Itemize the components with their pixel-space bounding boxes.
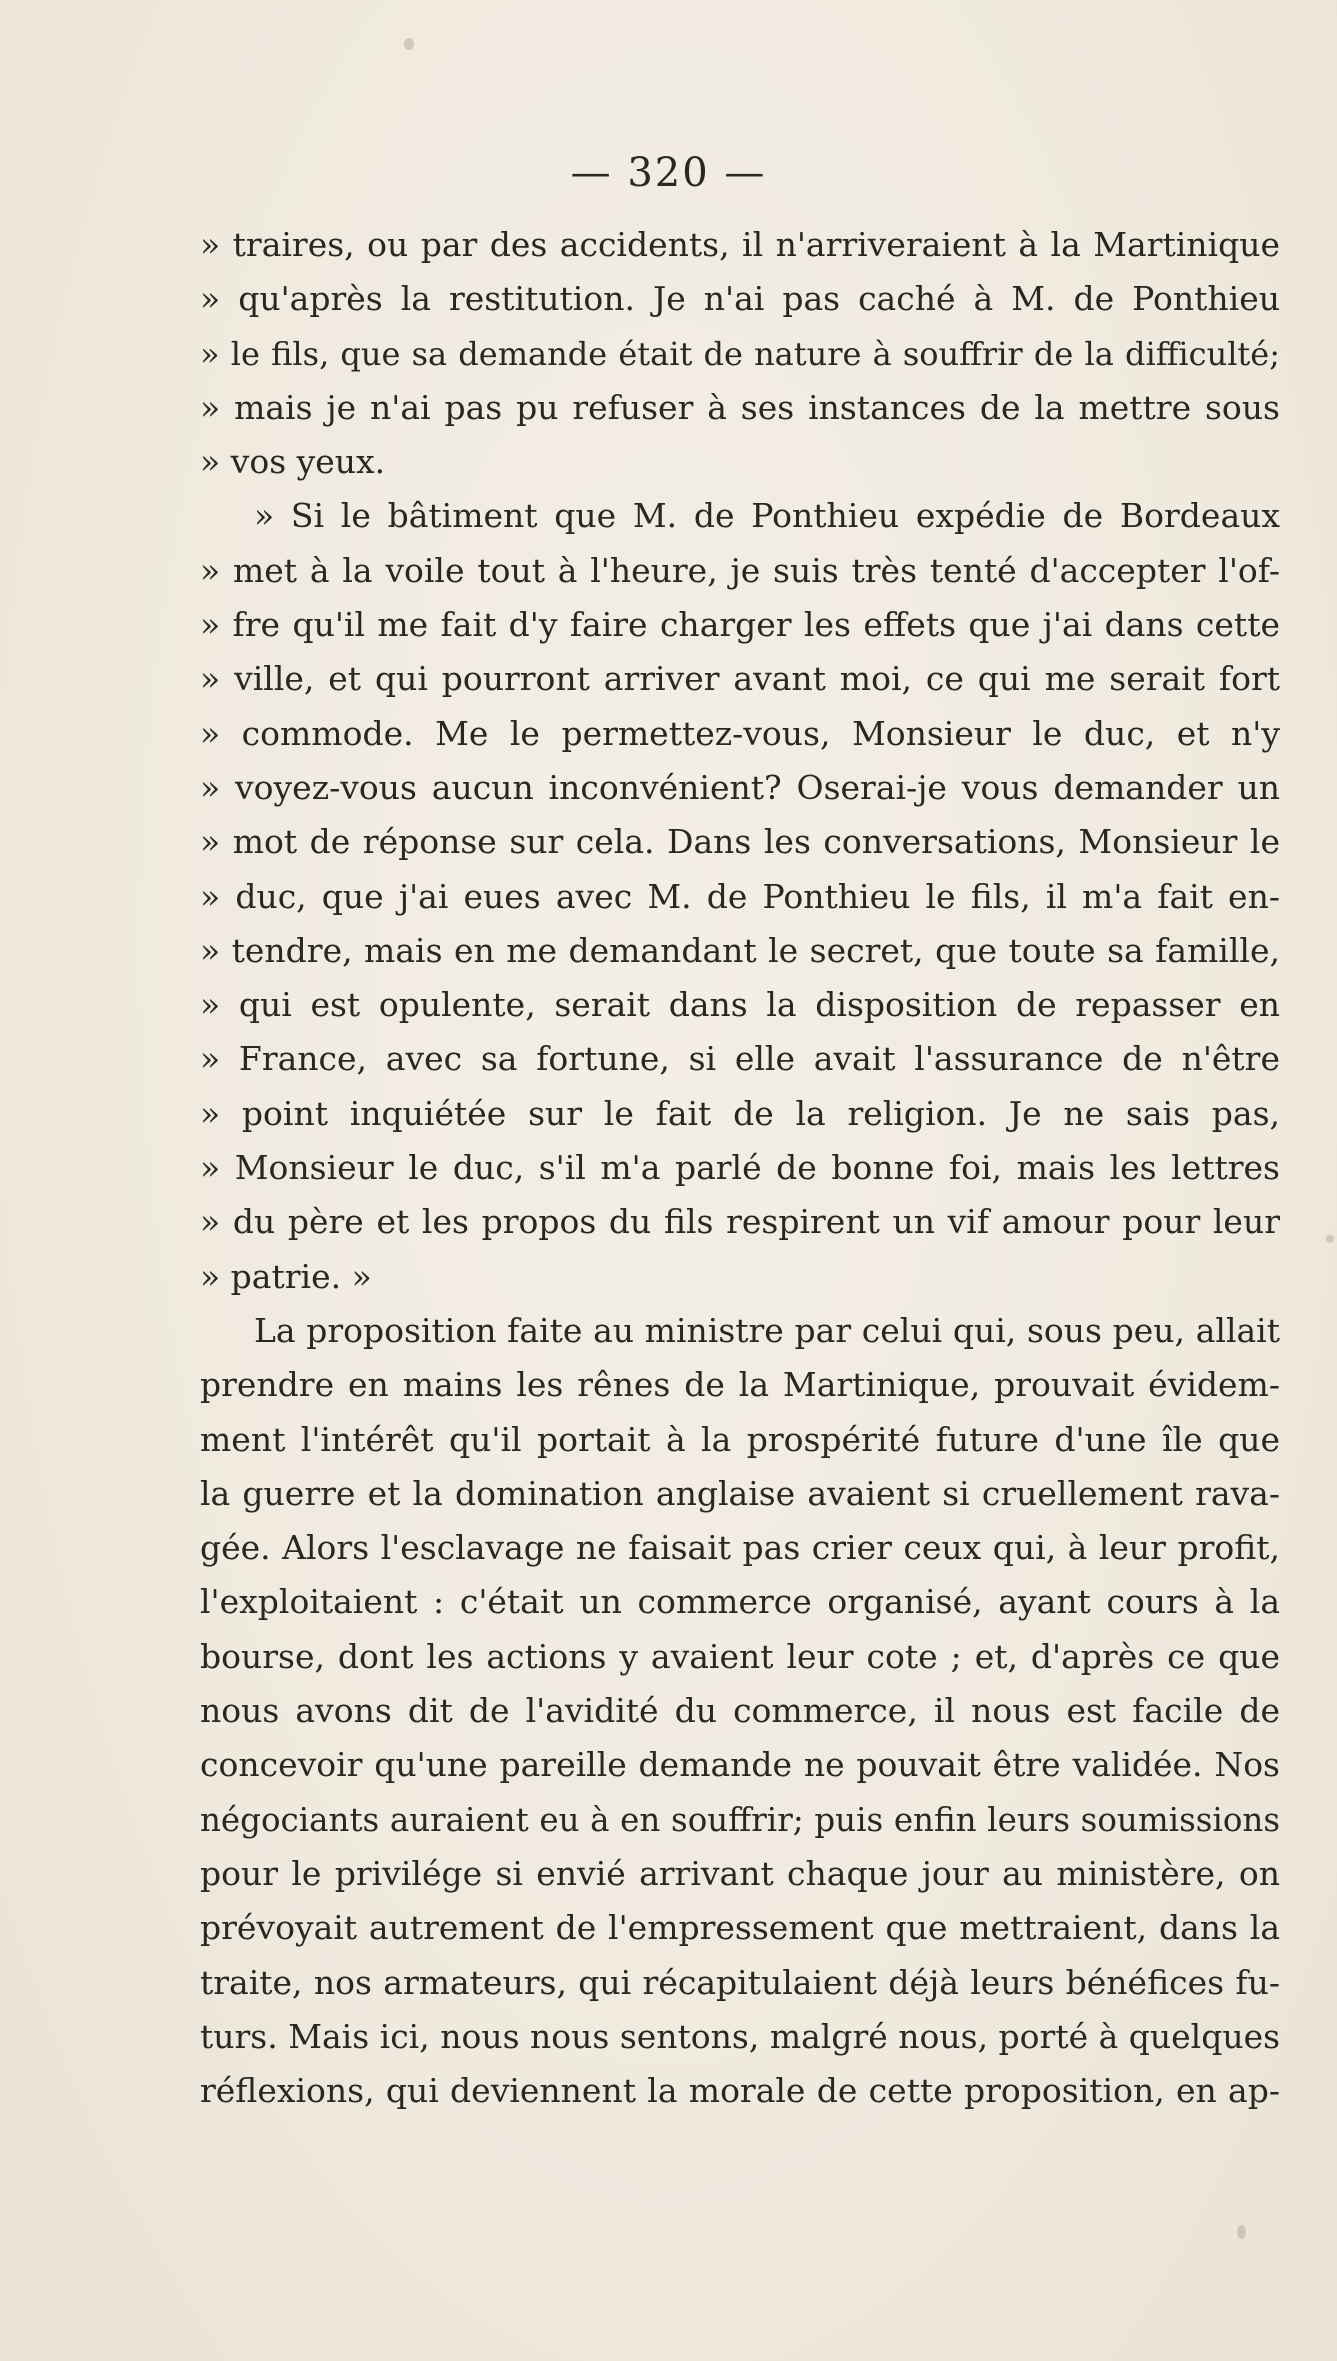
text-line: ment l'intérêt qu'il portait à la prospérité future d'une île que (200, 1419, 1280, 1459)
body-text (200, 218, 1280, 2118)
text-line: » tendre, mais en me demandant le secret, que toute sa famille, (200, 930, 1280, 970)
text-line: » met à la voile tout à l'heure, je suis très tenté d'accepter l'of- (200, 550, 1280, 590)
text-line: » vos yeux. (200, 442, 386, 482)
text-line: bourse, dont les actions y avaient leur cote ; et, d'après ce que (200, 1636, 1280, 1676)
text-line: » duc, que j'ai eues avec M. de Ponthieu le fils, il m'a fait en- (200, 876, 1280, 916)
paper-stain (404, 38, 414, 50)
text-line: » mais je n'ai pas pu refuser à ses instances de la mettre sous (200, 387, 1280, 427)
text-line: » mot de réponse sur cela. Dans les conversations, Monsieur le (200, 822, 1280, 862)
text-line: » point inquiétée sur le fait de la religion. Je ne sais pas, (200, 1093, 1280, 1133)
text-line: » Monsieur le duc, s'il m'a parlé de bonne foi, mais les lettres (200, 1148, 1280, 1188)
text-line: concevoir qu'une pareille demande ne pouvait être validée. Nos (200, 1745, 1280, 1785)
text-line: gée. Alors l'esclavage ne faisait pas crier ceux qui, à leur profit, (200, 1528, 1280, 1568)
page-number: — 320 — (570, 150, 767, 196)
text-line: » qui est opulente, serait dans la disposition de repasser en (200, 985, 1280, 1025)
text-line: prévoyait autrement de l'empressement que mettraient, dans la (200, 1908, 1280, 1948)
text-line: » patrie. » (200, 1256, 372, 1296)
text-line: » le fils, que sa demande était de nature à souffrir de la difficulté; (200, 334, 1280, 373)
text-line: nous avons dit de l'avidité du commerce, il nous est facile de (200, 1691, 1280, 1731)
text-line: » France, avec sa fortune, si elle avait l'assurance de n'être (200, 1039, 1280, 1079)
text-line: la guerre et la domination anglaise avaient si cruellement rava- (200, 1473, 1280, 1513)
text-line: » voyez-vous aucun inconvénient? Oserai-je vous demander un (200, 767, 1280, 807)
paper-stain (1237, 2225, 1246, 2239)
text-line: prendre en mains les rênes de la Martinique, prouvait évidem- (200, 1365, 1280, 1405)
paper-stain (1326, 1235, 1334, 1243)
text-line: turs. Mais ici, nous nous sentons, malgré nous, porté à quelques (200, 2016, 1281, 2056)
text-line: » fre qu'il me fait d'y faire charger les effets que j'ai dans cette (200, 605, 1280, 645)
text-line: l'exploitaient : c'était un commerce organisé, ayant cours à la (200, 1582, 1280, 1622)
text-line: réflexions, qui deviennent la morale de cette proposition, en ap- (200, 2071, 1280, 2111)
text-line: » traires, ou par des accidents, il n'arriveraient à la Martinique (200, 225, 1280, 264)
text-line: » du père et les propos du fils respirent un vif amour pour leur (200, 1202, 1280, 1242)
text-line: » ville, et qui pourront arriver avant moi, ce qui me serait fort (200, 659, 1280, 699)
text-line: négociants auraient eu à en souffrir; puis enfin leurs soumissions (200, 1800, 1280, 1839)
text-line: traite, nos armateurs, qui récapitulaient déjà leurs bénéfices fu- (200, 1962, 1280, 2002)
text-line: pour le privilége si envié arrivant chaque jour au ministère, on (200, 1853, 1280, 1893)
text-line: » commode. Me le permettez-vous, Monsieur le duc, et n'y (200, 713, 1280, 753)
text-line: » qu'après la restitution. Je n'ai pas caché à M. de Ponthieu (200, 279, 1280, 319)
text-line: » Si le bâtiment que M. de Ponthieu expédie de Bordeaux (254, 496, 1280, 536)
text-line: La proposition faite au ministre par celui qui, sous peu, allait (254, 1310, 1280, 1350)
